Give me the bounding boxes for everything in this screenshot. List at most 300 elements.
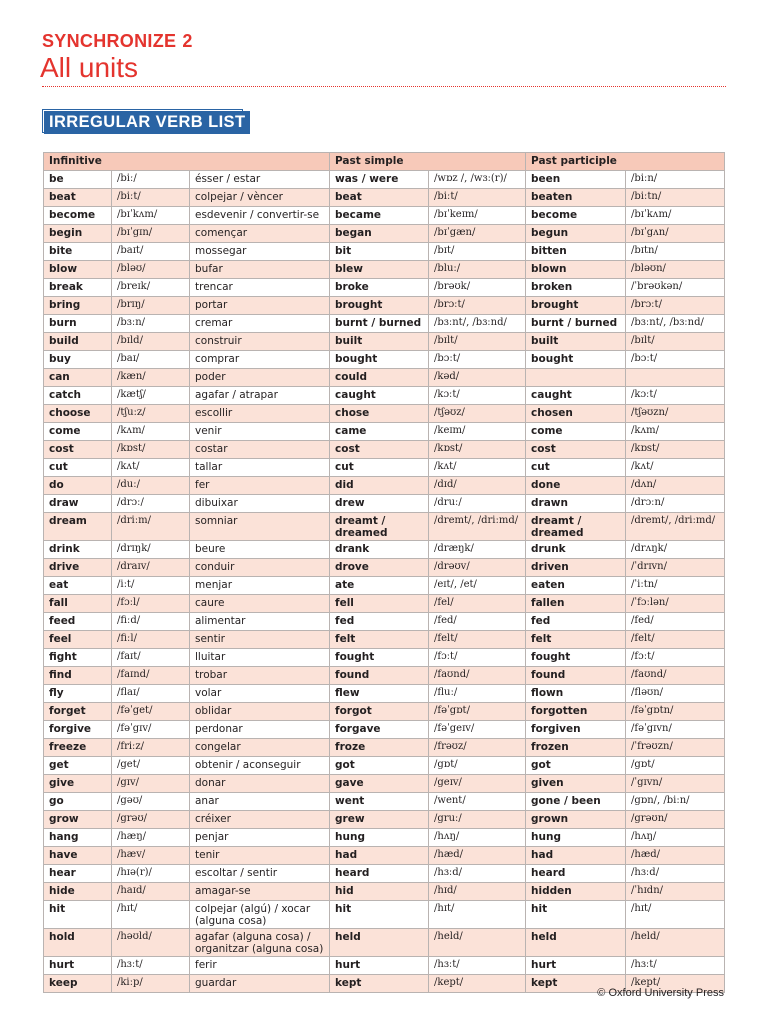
table-row bbox=[44, 423, 725, 441]
past-participle-cell: drawn bbox=[526, 495, 626, 513]
infinitive-ipa-cell: /biːt/ bbox=[112, 189, 190, 207]
infinitive-cell: hold bbox=[44, 929, 112, 957]
infinitive-ipa-cell: /friːz/ bbox=[112, 739, 190, 757]
past-participle-ipa-cell: /ˈfrəʊzn/ bbox=[626, 739, 725, 757]
past-simple-cell: hurt bbox=[330, 957, 429, 975]
translation-cell: menjar bbox=[190, 577, 330, 595]
infinitive-cell: beat bbox=[44, 189, 112, 207]
infinitive-ipa-cell: /fəˈgɪv/ bbox=[112, 721, 190, 739]
past-participle-ipa-cell: /fed/ bbox=[626, 613, 725, 631]
infinitive-ipa-cell: /hɜːt/ bbox=[112, 957, 190, 975]
translation-cell: penjar bbox=[190, 829, 330, 847]
past-simple-ipa-cell: /dremt/, /driːmd/ bbox=[429, 513, 526, 541]
brand-number: 2 bbox=[182, 31, 193, 51]
past-simple-cell: grew bbox=[330, 811, 429, 829]
past-simple-ipa-cell: /fɔːt/ bbox=[429, 649, 526, 667]
translation-cell: alimentar bbox=[190, 613, 330, 631]
past-simple-cell: froze bbox=[330, 739, 429, 757]
infinitive-cell: choose bbox=[44, 405, 112, 423]
infinitive-cell: have bbox=[44, 847, 112, 865]
header-past-simple: Past simple bbox=[330, 153, 526, 171]
infinitive-ipa-cell: /get/ bbox=[112, 757, 190, 775]
past-participle-ipa-cell bbox=[626, 369, 725, 387]
infinitive-ipa-cell: /kʌt/ bbox=[112, 459, 190, 477]
infinitive-ipa-cell: /grəʊ/ bbox=[112, 811, 190, 829]
past-participle-ipa-cell: /bɪtn/ bbox=[626, 243, 725, 261]
past-participle-cell: been bbox=[526, 171, 626, 189]
translation-cell: trobar bbox=[190, 667, 330, 685]
past-participle-ipa-cell: /biːtn/ bbox=[626, 189, 725, 207]
past-participle-cell: given bbox=[526, 775, 626, 793]
past-participle-ipa-cell: /held/ bbox=[626, 929, 725, 957]
past-simple-ipa-cell: /bɔːt/ bbox=[429, 351, 526, 369]
past-participle-cell: fed bbox=[526, 613, 626, 631]
past-simple-cell: bought bbox=[330, 351, 429, 369]
infinitive-ipa-cell: /gəʊ/ bbox=[112, 793, 190, 811]
past-participle-ipa-cell: /fəˈgɪvn/ bbox=[626, 721, 725, 739]
table-row bbox=[44, 513, 725, 541]
past-participle-cell: hit bbox=[526, 901, 626, 929]
infinitive-ipa-cell: /kæn/ bbox=[112, 369, 190, 387]
translation-cell: obtenir / aconseguir bbox=[190, 757, 330, 775]
past-participle-ipa-cell: /gɒn/, /biːn/ bbox=[626, 793, 725, 811]
table-row bbox=[44, 171, 725, 189]
table-row bbox=[44, 387, 725, 405]
past-participle-cell: hung bbox=[526, 829, 626, 847]
past-participle-ipa-cell: /kɔːt/ bbox=[626, 387, 725, 405]
past-simple-ipa-cell: /bɪlt/ bbox=[429, 333, 526, 351]
translation-cell: començar bbox=[190, 225, 330, 243]
infinitive-ipa-cell: /fəˈget/ bbox=[112, 703, 190, 721]
infinitive-cell: fight bbox=[44, 649, 112, 667]
translation-cell: escollir bbox=[190, 405, 330, 423]
infinitive-cell: drive bbox=[44, 559, 112, 577]
infinitive-cell: fly bbox=[44, 685, 112, 703]
infinitive-cell: become bbox=[44, 207, 112, 225]
past-participle-cell: chosen bbox=[526, 405, 626, 423]
past-participle-ipa-cell: /bləʊn/ bbox=[626, 261, 725, 279]
past-simple-ipa-cell: /brəʊk/ bbox=[429, 279, 526, 297]
past-simple-ipa-cell: /fel/ bbox=[429, 595, 526, 613]
past-participle-cell: fallen bbox=[526, 595, 626, 613]
table-row bbox=[44, 477, 725, 495]
past-participle-ipa-cell: /drɔːn/ bbox=[626, 495, 725, 513]
past-participle-ipa-cell: /fləʊn/ bbox=[626, 685, 725, 703]
past-participle-ipa-cell: /ˈfɔːlən/ bbox=[626, 595, 725, 613]
translation-cell: sentir bbox=[190, 631, 330, 649]
translation-cell: costar bbox=[190, 441, 330, 459]
translation-cell: cremar bbox=[190, 315, 330, 333]
table-row bbox=[44, 459, 725, 477]
table-row bbox=[44, 901, 725, 929]
infinitive-cell: eat bbox=[44, 577, 112, 595]
translation-cell: bufar bbox=[190, 261, 330, 279]
infinitive-cell: forget bbox=[44, 703, 112, 721]
translation-cell: somniar bbox=[190, 513, 330, 541]
past-simple-cell: bit bbox=[330, 243, 429, 261]
infinitive-cell: begin bbox=[44, 225, 112, 243]
table-row bbox=[44, 261, 725, 279]
past-simple-ipa-cell: /bɪt/ bbox=[429, 243, 526, 261]
past-simple-ipa-cell: /kɔːt/ bbox=[429, 387, 526, 405]
past-simple-ipa-cell: /bɪˈgæn/ bbox=[429, 225, 526, 243]
translation-cell: volar bbox=[190, 685, 330, 703]
past-simple-ipa-cell: /faʊnd/ bbox=[429, 667, 526, 685]
past-simple-cell: hid bbox=[330, 883, 429, 901]
infinitive-ipa-cell: /duː/ bbox=[112, 477, 190, 495]
infinitive-ipa-cell: /fɔːl/ bbox=[112, 595, 190, 613]
past-participle-cell: had bbox=[526, 847, 626, 865]
table-row bbox=[44, 649, 725, 667]
translation-cell: mossegar bbox=[190, 243, 330, 261]
past-participle-ipa-cell: /bɪˈkʌm/ bbox=[626, 207, 725, 225]
translation-cell: fer bbox=[190, 477, 330, 495]
infinitive-cell: draw bbox=[44, 495, 112, 513]
table-row bbox=[44, 667, 725, 685]
translation-cell: venir bbox=[190, 423, 330, 441]
past-participle-cell: hidden bbox=[526, 883, 626, 901]
table-row bbox=[44, 793, 725, 811]
brand-name bbox=[42, 31, 193, 52]
infinitive-ipa-cell: /həʊld/ bbox=[112, 929, 190, 957]
translation-cell: perdonar bbox=[190, 721, 330, 739]
past-simple-ipa-cell: /bɪˈkeɪm/ bbox=[429, 207, 526, 225]
past-participle-cell: driven bbox=[526, 559, 626, 577]
infinitive-ipa-cell: /kætʃ/ bbox=[112, 387, 190, 405]
past-simple-cell: found bbox=[330, 667, 429, 685]
past-participle-ipa-cell: /fəˈgɒtn/ bbox=[626, 703, 725, 721]
table-row bbox=[44, 685, 725, 703]
table-row bbox=[44, 279, 725, 297]
translation-cell: portar bbox=[190, 297, 330, 315]
past-participle-ipa-cell: /bɜːnt/, /bɜːnd/ bbox=[626, 315, 725, 333]
past-participle-ipa-cell: /dremt/, /driːmd/ bbox=[626, 513, 725, 541]
infinitive-cell: find bbox=[44, 667, 112, 685]
copyright-notice: © Oxford University Press bbox=[597, 987, 724, 999]
infinitive-cell: come bbox=[44, 423, 112, 441]
past-participle-cell: blown bbox=[526, 261, 626, 279]
past-simple-cell: became bbox=[330, 207, 429, 225]
past-simple-ipa-cell: /tʃəʊz/ bbox=[429, 405, 526, 423]
table-row bbox=[44, 721, 725, 739]
table-row bbox=[44, 441, 725, 459]
past-simple-ipa-cell: /hɜːd/ bbox=[429, 865, 526, 883]
infinitive-cell: be bbox=[44, 171, 112, 189]
table-row bbox=[44, 929, 725, 957]
past-participle-cell: become bbox=[526, 207, 626, 225]
past-participle-cell: cut bbox=[526, 459, 626, 477]
past-simple-ipa-cell: /kept/ bbox=[429, 975, 526, 993]
past-participle-cell: beaten bbox=[526, 189, 626, 207]
past-participle-ipa-cell: /kʌt/ bbox=[626, 459, 725, 477]
past-simple-cell: drank bbox=[330, 541, 429, 559]
past-participle-ipa-cell: /hɜːt/ bbox=[626, 957, 725, 975]
infinitive-ipa-cell: /fiːl/ bbox=[112, 631, 190, 649]
past-simple-cell: chose bbox=[330, 405, 429, 423]
translation-cell: escoltar / sentir bbox=[190, 865, 330, 883]
infinitive-ipa-cell: /brɪŋ/ bbox=[112, 297, 190, 315]
translation-cell: anar bbox=[190, 793, 330, 811]
table-row bbox=[44, 957, 725, 975]
table-row bbox=[44, 315, 725, 333]
past-simple-ipa-cell: /geɪv/ bbox=[429, 775, 526, 793]
past-simple-cell: forgot bbox=[330, 703, 429, 721]
past-simple-ipa-cell: /dræŋk/ bbox=[429, 541, 526, 559]
past-simple-ipa-cell: /dɪd/ bbox=[429, 477, 526, 495]
past-participle-ipa-cell: /gɒt/ bbox=[626, 757, 725, 775]
past-simple-cell: came bbox=[330, 423, 429, 441]
infinitive-cell: go bbox=[44, 793, 112, 811]
past-participle-cell: frozen bbox=[526, 739, 626, 757]
past-simple-ipa-cell: /biːt/ bbox=[429, 189, 526, 207]
past-participle-cell: dreamt / dreamed bbox=[526, 513, 626, 541]
translation-cell: trencar bbox=[190, 279, 330, 297]
past-simple-cell: went bbox=[330, 793, 429, 811]
past-simple-cell: flew bbox=[330, 685, 429, 703]
past-participle-cell: brought bbox=[526, 297, 626, 315]
infinitive-cell: feed bbox=[44, 613, 112, 631]
past-simple-cell: cost bbox=[330, 441, 429, 459]
past-participle-cell: built bbox=[526, 333, 626, 351]
translation-cell: amagar-se bbox=[190, 883, 330, 901]
past-participle-cell: kept bbox=[526, 975, 626, 993]
table-row bbox=[44, 369, 725, 387]
table-row bbox=[44, 829, 725, 847]
translation-cell: poder bbox=[190, 369, 330, 387]
infinitive-ipa-cell: /hæŋ/ bbox=[112, 829, 190, 847]
past-simple-ipa-cell: /keɪm/ bbox=[429, 423, 526, 441]
infinitive-ipa-cell: /breɪk/ bbox=[112, 279, 190, 297]
table-row bbox=[44, 865, 725, 883]
translation-cell: tallar bbox=[190, 459, 330, 477]
past-simple-cell: cut bbox=[330, 459, 429, 477]
past-participle-cell: broken bbox=[526, 279, 626, 297]
past-simple-cell: fell bbox=[330, 595, 429, 613]
past-simple-ipa-cell: /hʌŋ/ bbox=[429, 829, 526, 847]
infinitive-cell: hear bbox=[44, 865, 112, 883]
past-participle-cell: found bbox=[526, 667, 626, 685]
table-row bbox=[44, 613, 725, 631]
past-simple-cell: gave bbox=[330, 775, 429, 793]
infinitive-cell: dream bbox=[44, 513, 112, 541]
infinitive-ipa-cell: /bɪˈkʌm/ bbox=[112, 207, 190, 225]
section-title: IRREGULAR VERB LIST bbox=[44, 111, 250, 134]
infinitive-ipa-cell: /baɪt/ bbox=[112, 243, 190, 261]
past-participle-cell: drunk bbox=[526, 541, 626, 559]
translation-cell: congelar bbox=[190, 739, 330, 757]
past-simple-ipa-cell: /eɪt/, /et/ bbox=[429, 577, 526, 595]
translation-cell: agafar / atrapar bbox=[190, 387, 330, 405]
infinitive-cell: build bbox=[44, 333, 112, 351]
past-simple-cell: held bbox=[330, 929, 429, 957]
past-participle-cell: heard bbox=[526, 865, 626, 883]
infinitive-cell: get bbox=[44, 757, 112, 775]
infinitive-cell: catch bbox=[44, 387, 112, 405]
infinitive-ipa-cell: /tʃuːz/ bbox=[112, 405, 190, 423]
infinitive-ipa-cell: /kʌm/ bbox=[112, 423, 190, 441]
infinitive-ipa-cell: /kiːp/ bbox=[112, 975, 190, 993]
table-row bbox=[44, 775, 725, 793]
past-simple-ipa-cell: /fəˈgɒt/ bbox=[429, 703, 526, 721]
past-participle-ipa-cell: /hæd/ bbox=[626, 847, 725, 865]
past-participle-ipa-cell: /ˈhɪdn/ bbox=[626, 883, 725, 901]
past-simple-ipa-cell: /kʌt/ bbox=[429, 459, 526, 477]
past-simple-cell: began bbox=[330, 225, 429, 243]
translation-cell: tenir bbox=[190, 847, 330, 865]
past-simple-cell: fed bbox=[330, 613, 429, 631]
past-participle-cell: caught bbox=[526, 387, 626, 405]
past-participle-cell: cost bbox=[526, 441, 626, 459]
past-simple-cell: dreamt / dreamed bbox=[330, 513, 429, 541]
infinitive-cell: hit bbox=[44, 901, 112, 929]
past-participle-ipa-cell: /kʌm/ bbox=[626, 423, 725, 441]
infinitive-ipa-cell: /bləʊ/ bbox=[112, 261, 190, 279]
table-row bbox=[44, 189, 725, 207]
past-participle-ipa-cell: /ˈbrəʊkən/ bbox=[626, 279, 725, 297]
infinitive-cell: blow bbox=[44, 261, 112, 279]
infinitive-cell: keep bbox=[44, 975, 112, 993]
translation-cell: guardar bbox=[190, 975, 330, 993]
translation-cell: agafar (alguna cosa) / organitzar (alguna cosa) bbox=[190, 929, 330, 957]
irregular-verb-table bbox=[43, 152, 725, 993]
past-simple-cell: felt bbox=[330, 631, 429, 649]
past-simple-cell: fought bbox=[330, 649, 429, 667]
translation-cell: dibuixar bbox=[190, 495, 330, 513]
past-simple-ipa-cell: /felt/ bbox=[429, 631, 526, 649]
header-past-participle: Past participle bbox=[526, 153, 725, 171]
past-participle-ipa-cell: /drʌŋk/ bbox=[626, 541, 725, 559]
past-participle-cell: burnt / burned bbox=[526, 315, 626, 333]
infinitive-cell: burn bbox=[44, 315, 112, 333]
past-simple-ipa-cell: /kɒst/ bbox=[429, 441, 526, 459]
table-row bbox=[44, 559, 725, 577]
past-participle-cell: hurt bbox=[526, 957, 626, 975]
past-simple-cell: kept bbox=[330, 975, 429, 993]
past-simple-cell: forgave bbox=[330, 721, 429, 739]
past-simple-ipa-cell: /gɒt/ bbox=[429, 757, 526, 775]
infinitive-ipa-cell: /hæv/ bbox=[112, 847, 190, 865]
past-participle-cell: got bbox=[526, 757, 626, 775]
past-participle-ipa-cell: /ˈiːtn/ bbox=[626, 577, 725, 595]
infinitive-ipa-cell: /bɜːn/ bbox=[112, 315, 190, 333]
header-infinitive: Infinitive bbox=[44, 153, 330, 171]
translation-cell: conduir bbox=[190, 559, 330, 577]
infinitive-cell: drink bbox=[44, 541, 112, 559]
past-simple-cell: beat bbox=[330, 189, 429, 207]
past-participle-cell: fought bbox=[526, 649, 626, 667]
past-simple-cell: drew bbox=[330, 495, 429, 513]
past-simple-cell: broke bbox=[330, 279, 429, 297]
infinitive-cell: buy bbox=[44, 351, 112, 369]
past-simple-ipa-cell: /frəʊz/ bbox=[429, 739, 526, 757]
infinitive-ipa-cell: /gɪv/ bbox=[112, 775, 190, 793]
past-simple-ipa-cell: /gruː/ bbox=[429, 811, 526, 829]
table-body bbox=[44, 171, 725, 993]
table-row bbox=[44, 243, 725, 261]
past-simple-cell: did bbox=[330, 477, 429, 495]
infinitive-ipa-cell: /kɒst/ bbox=[112, 441, 190, 459]
past-participle-cell: bitten bbox=[526, 243, 626, 261]
infinitive-ipa-cell: /flaɪ/ bbox=[112, 685, 190, 703]
infinitive-cell: hurt bbox=[44, 957, 112, 975]
table-row bbox=[44, 207, 725, 225]
infinitive-cell: break bbox=[44, 279, 112, 297]
past-simple-ipa-cell: /fed/ bbox=[429, 613, 526, 631]
past-participle-ipa-cell: /hɜːd/ bbox=[626, 865, 725, 883]
infinitive-ipa-cell: /hɪt/ bbox=[112, 901, 190, 929]
infinitive-ipa-cell: /bɪˈgɪn/ bbox=[112, 225, 190, 243]
translation-cell: construir bbox=[190, 333, 330, 351]
past-participle-ipa-cell: /bɔːt/ bbox=[626, 351, 725, 369]
past-participle-cell: done bbox=[526, 477, 626, 495]
infinitive-cell: hang bbox=[44, 829, 112, 847]
past-participle-cell: forgiven bbox=[526, 721, 626, 739]
infinitive-ipa-cell: /driːm/ bbox=[112, 513, 190, 541]
past-simple-cell: burnt / burned bbox=[330, 315, 429, 333]
translation-cell: ésser / estar bbox=[190, 171, 330, 189]
past-participle-ipa-cell: /hʌŋ/ bbox=[626, 829, 725, 847]
past-participle-ipa-cell: /faʊnd/ bbox=[626, 667, 725, 685]
past-participle-ipa-cell: /bɪˈgʌn/ bbox=[626, 225, 725, 243]
infinitive-ipa-cell: /bɪld/ bbox=[112, 333, 190, 351]
past-simple-cell: ate bbox=[330, 577, 429, 595]
past-simple-ipa-cell: /held/ bbox=[429, 929, 526, 957]
infinitive-ipa-cell: /iːt/ bbox=[112, 577, 190, 595]
past-participle-ipa-cell: /tʃəʊzn/ bbox=[626, 405, 725, 423]
past-simple-ipa-cell: /drəʊv/ bbox=[429, 559, 526, 577]
past-participle-cell: forgotten bbox=[526, 703, 626, 721]
past-simple-ipa-cell: /brɔːt/ bbox=[429, 297, 526, 315]
infinitive-ipa-cell: /biː/ bbox=[112, 171, 190, 189]
infinitive-cell: freeze bbox=[44, 739, 112, 757]
table-row bbox=[44, 757, 725, 775]
past-participle-cell: gone / been bbox=[526, 793, 626, 811]
table-row bbox=[44, 541, 725, 559]
past-participle-cell: bought bbox=[526, 351, 626, 369]
past-simple-ipa-cell: /wɒz /, /wɜː(r)/ bbox=[429, 171, 526, 189]
past-simple-cell: was / were bbox=[330, 171, 429, 189]
infinitive-cell: hide bbox=[44, 883, 112, 901]
table-row bbox=[44, 595, 725, 613]
past-participle-cell: begun bbox=[526, 225, 626, 243]
past-participle-ipa-cell: /dʌn/ bbox=[626, 477, 725, 495]
infinitive-cell: fall bbox=[44, 595, 112, 613]
infinitive-ipa-cell: /fiːd/ bbox=[112, 613, 190, 631]
past-participle-cell: felt bbox=[526, 631, 626, 649]
translation-cell: colpejar / vèncer bbox=[190, 189, 330, 207]
infinitive-ipa-cell: /draɪv/ bbox=[112, 559, 190, 577]
infinitive-cell: grow bbox=[44, 811, 112, 829]
infinitive-cell: bite bbox=[44, 243, 112, 261]
table-row bbox=[44, 811, 725, 829]
table-row bbox=[44, 739, 725, 757]
past-simple-ipa-cell: /fəˈgeɪv/ bbox=[429, 721, 526, 739]
past-participle-cell: eaten bbox=[526, 577, 626, 595]
table-row bbox=[44, 883, 725, 901]
infinitive-ipa-cell: /faɪnd/ bbox=[112, 667, 190, 685]
table-row bbox=[44, 577, 725, 595]
page-title: All units bbox=[40, 52, 139, 83]
past-simple-cell: had bbox=[330, 847, 429, 865]
past-participle-cell: come bbox=[526, 423, 626, 441]
past-simple-cell: could bbox=[330, 369, 429, 387]
brand-text: SYNCHRONIZE bbox=[42, 31, 177, 51]
past-participle-ipa-cell: /ˈdrɪvn/ bbox=[626, 559, 725, 577]
infinitive-ipa-cell: /hɪə(r)/ bbox=[112, 865, 190, 883]
table-row bbox=[44, 333, 725, 351]
past-simple-cell: hit bbox=[330, 901, 429, 929]
past-participle-cell: grown bbox=[526, 811, 626, 829]
